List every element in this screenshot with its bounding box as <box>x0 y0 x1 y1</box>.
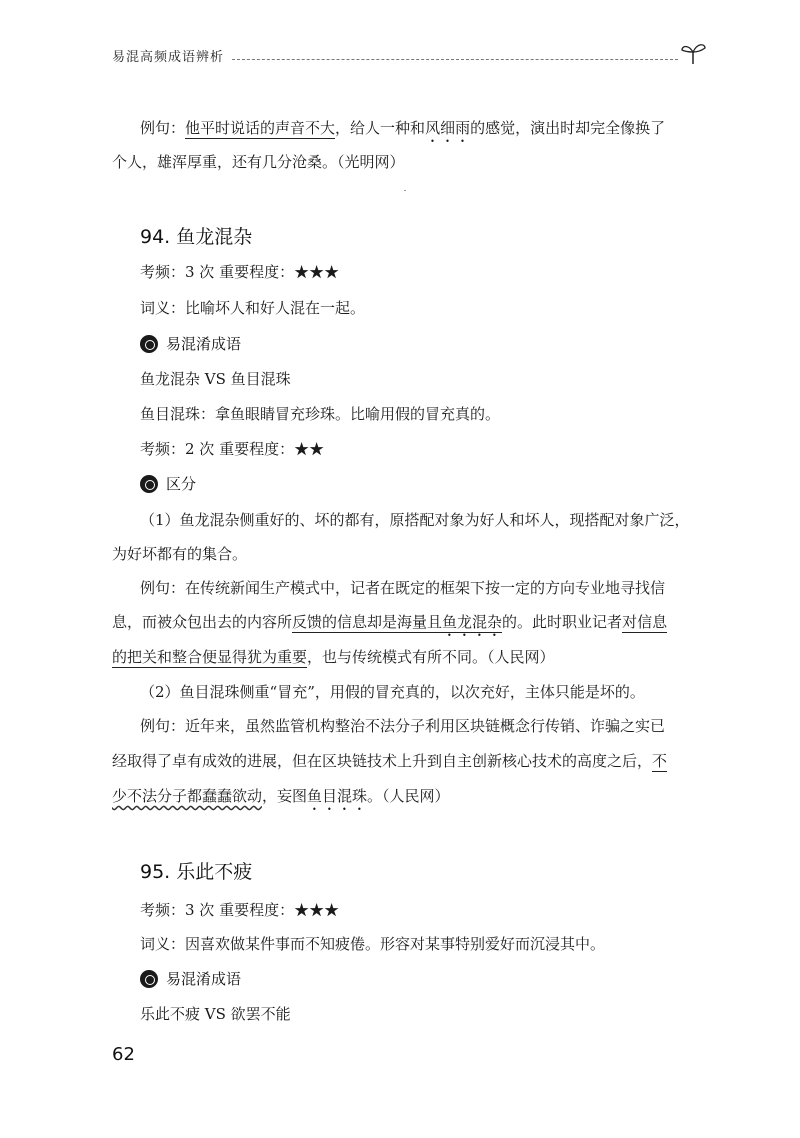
entry94-meaning: 词义：比喻坏人和好人混在一起。 <box>140 299 366 317</box>
example-prev-line1: 例句：他平时说话的声音不大，给人一种和风细雨的感觉，演出时却完全像换了 <box>140 119 666 137</box>
entry94-p2: （2）鱼目混珠侧重“冒充”，用假的冒充真的，以次充好，主体只能是坏的。 <box>140 683 645 701</box>
entry94-ex1-line2: 息，而被众包出去的内容所反馈的信息却是海量且鱼龙混杂的。此时职业记者对信息 <box>112 613 668 631</box>
badge-icon <box>140 335 158 353</box>
entry95-confusable-label <box>140 968 241 989</box>
badge-icon <box>140 970 158 988</box>
entry94-ex1-line1: 例句：在传统新闻生产模式中，记者在既定的框架下按一定的方向专业地寻找信 <box>140 579 666 597</box>
entry94-ex2-line1: 例句：近年来，虽然监管机构整治不法分子利用区块链概念行传销、诈骗之实已 <box>140 717 666 735</box>
entry95-meaning: 词义：因喜欢做某件事而不知疲倦。形容对某事特别爱好而沉浸其中。 <box>140 935 606 953</box>
entry94-ex2-line2: 经取得了卓有成效的进展，但在区块链技术上升到自主创新核心技术的高度之后，不 <box>112 752 668 770</box>
badge-icon <box>140 475 158 493</box>
example-prev-line2: 个人，雄浑厚重，还有几分沧桑。（光明网） <box>112 153 405 171</box>
entry94-ex2-line3: 少不法分子都蠢蠢欲动，妄图鱼目混珠。（人民网） <box>112 787 450 805</box>
entry94-compare: 鱼龙混杂 VS 鱼目混珠 <box>140 370 291 388</box>
entry94-diff-label <box>140 473 196 494</box>
entry94-freq: 考频：3 次 重要程度：★★★ <box>140 263 340 281</box>
entry-heading-94: 94. 鱼龙混杂 <box>140 226 253 248</box>
entry94-other-meaning: 鱼目混珠：拿鱼眼睛冒充珍珠。比喻用假的冒充真的。 <box>140 405 501 423</box>
entry-heading-95: 95. 乐此不疲 <box>140 861 253 883</box>
entry95-compare: 乐此不疲 VS 欲罢不能 <box>140 1005 291 1023</box>
entry95-freq: 考频：3 次 重要程度：★★★ <box>140 901 340 919</box>
running-header <box>112 44 712 68</box>
entry94-p1-line1: （1）鱼龙混杂侧重好的、坏的都有，原搭配对象为好人和坏人，现搭配对象广泛， <box>140 511 690 529</box>
entry94-p1-line2: 为好坏都有的集合。 <box>112 545 248 563</box>
page-number: 62 <box>112 1044 135 1065</box>
confusable-label-text: 易混淆成语 <box>166 970 242 988</box>
entry94-ex1-line3: 的把关和整合便显得犹为重要，也与传统模式有所不同。（人民网） <box>112 648 555 666</box>
confusable-label-text: 易混淆成语 <box>166 335 242 353</box>
scan-speck <box>404 190 406 191</box>
entry94-other-freq: 考频：2 次 重要程度：★★ <box>140 440 325 458</box>
sprout-icon <box>678 38 708 68</box>
header-rule <box>232 59 678 60</box>
diff-label-text: 区分 <box>166 475 197 493</box>
header-title: 易混高频成语辨析 <box>112 50 225 65</box>
entry94-confusable-label <box>140 333 241 354</box>
